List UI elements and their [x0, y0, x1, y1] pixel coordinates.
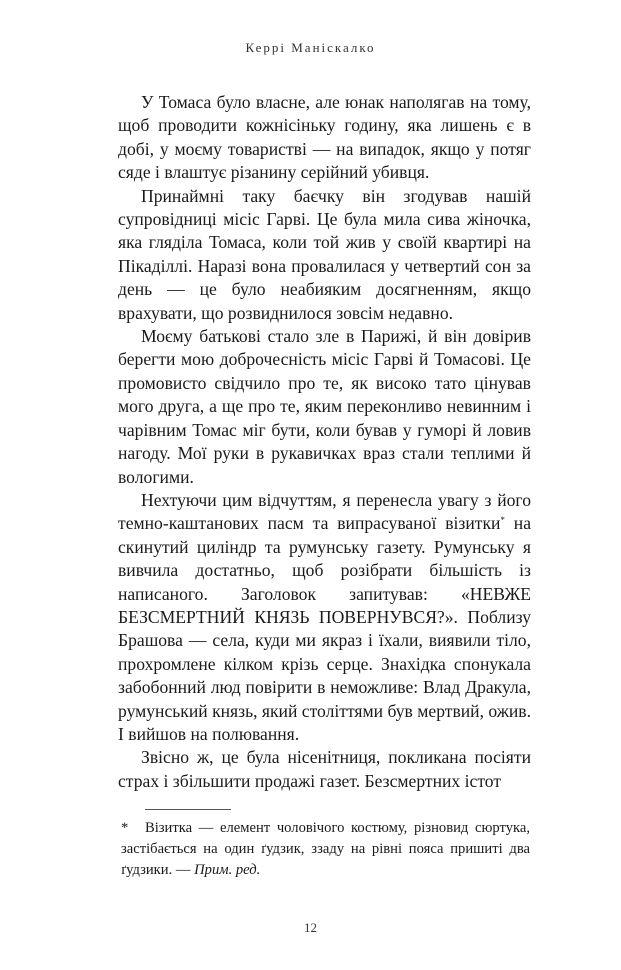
paragraph: Моєму батькові стало зле в Парижі, й він довірив берегти мою доброчесність місіс Гарві й Томасові. Це промовисто свідчило про те, як високо тато цінував мого друга, а ще про те, яким переконливо невинним і чарівним Томас міг бути, коли бував у гуморі й ловив нагоду. Мої руки в рукавичках враз стали теплими й вологими. [118, 326, 531, 487]
footnote-divider [145, 809, 231, 810]
footnote-mark: * [121, 820, 129, 836]
paragraph: Принаймні таку баєчку він згодував нашій супровідниці місіс Гарві. Це була мила сива жіночка, яка гляділа Томаса, коли той жив у своїй квартирі на Пікаділлі. Наразі вона провалилася у четвертий сон за день — це було неабияким досягненням, якщо врахувати, що розвиднилося зовсім недавно. [118, 185, 531, 323]
paragraph: Звісно ж, це була нісенітниця, покликана посіяти страх і збільшити продажі газет. Безсмертних істот [118, 747, 531, 791]
paragraph [118, 489, 531, 746]
footnote-text: Візитка — елемент чоловічого костюму, різновид сюртука, застібається на один ґудзик, ззаду на рівні пояса пришиті два ґудзики. — [121, 820, 530, 878]
paragraph-text: Нехтуючи цим відчуттям, я перенесла увагу з його темно-каштанових пасм та випрасуваної візитки [118, 489, 531, 534]
footnote-source: Прим. ред. [194, 862, 261, 878]
running-head: Керрі Маніскалко [245, 40, 376, 55]
paragraph: У Томаса було власне, але юнак наполягав на тому, щоб проводити кожнісіньку годину, яка лишень є в добі, у моєму товаристві — на випадок, якщо у потяг сяде і влаштує різанину серійний убивця. [118, 92, 531, 183]
footnote [121, 818, 530, 881]
footnote-reference: * [500, 515, 505, 526]
page-number: 12 [304, 920, 317, 935]
paragraph-text: на скинутий циліндр та румунську газету. Румунську я вивчила достатньо, щоб розібрати більшість із написаного. Заголовок запитував: «НЕВЖЕ БЕЗСМЕРТНИЙ КНЯЗЬ ПОВЕРНУВСЯ?». Поблизу Брашова — села, куди ми якраз і їхали, виявили тіло, прохромлене кілком крізь серце. Знахідка спонукала забобонний люд повірити в неможливе: Влад Дракула, румунський князь, який століттями був мертвий, ожив. І вийшов на полювання. [118, 513, 532, 744]
body-text [118, 91, 531, 793]
